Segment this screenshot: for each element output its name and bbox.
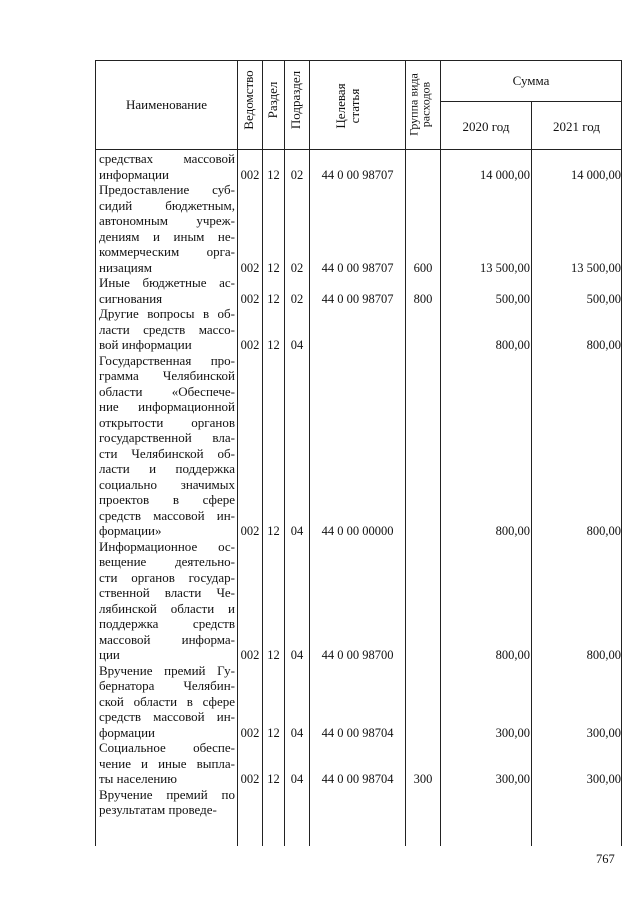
- row-name: [99, 740, 235, 787]
- row-sum-2021: 300,00: [586, 772, 621, 786]
- row-sum-2020: 800,00: [495, 524, 530, 538]
- row-section-code: 12: [267, 725, 280, 740]
- row-sum-2021: 800,00: [586, 338, 621, 352]
- row-section-code: 12: [267, 167, 280, 182]
- row-name-line: Предоставление суб-: [99, 182, 235, 197]
- sum-header-divider: [440, 101, 621, 102]
- row-name-line: Вручение премий Гу-: [99, 662, 235, 678]
- row-dept-code: 002: [240, 524, 260, 538]
- row-target-article: 44 0 00 98707: [321, 291, 394, 306]
- row-name-line: чение и иные выпла-: [99, 755, 235, 771]
- row-target-article: 44 0 00 98700: [321, 648, 394, 662]
- row-name-line: вой информации: [99, 337, 192, 352]
- row-target-article: 44 0 00 98704: [321, 725, 394, 740]
- row-sum-2020: 300,00: [495, 772, 530, 786]
- row-subsection-code: 04: [290, 648, 304, 662]
- row-subsection-code: 02: [290, 167, 304, 182]
- row-sum-2020: 500,00: [495, 291, 530, 306]
- row-name-line: формации»: [99, 523, 162, 538]
- row-name-line: Информационное ос-: [99, 538, 235, 554]
- row-name-line: лябинской области и: [99, 600, 235, 616]
- row-name-line: автономным учреж-: [99, 213, 235, 228]
- row-name-line: сти органов государ-: [99, 569, 235, 585]
- header-section: Раздел: [265, 81, 280, 119]
- header-target-line1: Целевая: [333, 83, 348, 129]
- header-group-line2: расходов: [418, 81, 433, 128]
- header-2020: 2020 год: [462, 119, 510, 134]
- row-name-line: Социальное обеспе-: [99, 740, 235, 755]
- row-sum-2020: 800,00: [495, 648, 530, 662]
- row-name-line: ской области в сфере: [99, 693, 235, 709]
- row-name-line: социально значимых: [99, 476, 235, 492]
- row-target-article: 44 0 00 98707: [321, 167, 394, 182]
- row-subsection-code: 04: [290, 772, 304, 786]
- row-name-line: коммерческим орга-: [99, 244, 235, 259]
- row-name-line: Иные бюджетные ас-: [99, 275, 235, 290]
- header-expense-group: [406, 62, 440, 148]
- row-name: [99, 353, 235, 539]
- row-name: [99, 151, 235, 182]
- row-name-line: дениям и иным не-: [99, 228, 235, 244]
- row-name: [99, 275, 235, 306]
- row-expense-group: 300: [413, 772, 433, 786]
- row-target-article: 44 0 00 00000: [321, 524, 394, 538]
- row-name-line: Другие вопросы в об-: [99, 306, 235, 321]
- row-sum-2021: 13 500,00: [571, 260, 621, 275]
- row-section-code: 12: [267, 260, 280, 275]
- row-name-line: вещение деятельно-: [99, 554, 235, 569]
- row-name-line: ласти и поддержка: [99, 461, 235, 476]
- row-name: [99, 182, 235, 275]
- column-divider-group: [405, 60, 406, 846]
- header-dept: Ведомство: [241, 70, 256, 130]
- header-sum: Сумма: [512, 73, 550, 88]
- header-2021: 2021 год: [553, 119, 600, 134]
- row-sum-2021: 800,00: [586, 524, 621, 538]
- row-expense-group: 600: [413, 260, 433, 275]
- row-name-line: сигнования: [99, 290, 163, 306]
- row-name-line: ласти средств массо-: [99, 321, 235, 337]
- row-dept-code: 002: [240, 260, 260, 275]
- row-target-article: 44 0 00 98704: [321, 772, 394, 786]
- row-sum-2021: 500,00: [586, 291, 621, 306]
- header-name: Наименование: [126, 97, 207, 112]
- row-subsection-code: 04: [290, 524, 304, 538]
- row-sum-2020: 300,00: [495, 725, 530, 740]
- header-group-line1: Группа вида: [406, 73, 421, 136]
- row-name-line: области «Обеспече-: [99, 383, 235, 399]
- row-name-line: сидий бюджетным,: [99, 197, 235, 213]
- row-name-line: Вручение премий по: [99, 786, 235, 802]
- table-border-right: [621, 60, 622, 846]
- row-section-code: 12: [267, 772, 280, 786]
- row-dept-code: 002: [240, 725, 260, 740]
- row-name-line: ты населению: [99, 771, 177, 786]
- row-name-line: низациям: [99, 259, 152, 275]
- header-bottom-border: [95, 149, 621, 150]
- row-name-line: средств массовой ин-: [99, 709, 235, 724]
- row-target-article: 44 0 00 98707: [321, 260, 394, 275]
- row-subsection-code: 02: [290, 291, 304, 306]
- row-name-line: бернатора Челябин-: [99, 678, 235, 693]
- row-name-line: ственной власти Че-: [99, 585, 235, 600]
- row-name-line: грамма Челябинской: [99, 368, 235, 383]
- row-name: [99, 539, 235, 663]
- row-sum-2020: 14 000,00: [480, 167, 530, 182]
- row-name-line: результатам проведе-: [99, 802, 217, 817]
- row-name-line: поддержка средств: [99, 616, 235, 631]
- row-name-line: государственной вла-: [99, 430, 235, 445]
- row-dept-code: 002: [240, 167, 260, 182]
- row-name-line: информации: [99, 166, 169, 182]
- row-name: [99, 787, 235, 818]
- row-sum-2021: 300,00: [586, 725, 621, 740]
- row-section-code: 12: [267, 291, 280, 306]
- header-target-line2: статья: [347, 88, 362, 124]
- row-section-code: 12: [267, 648, 280, 662]
- row-dept-code: 002: [240, 291, 260, 306]
- row-name-line: ние информационной: [99, 399, 235, 414]
- table-border-left: [95, 60, 96, 846]
- page-number: 767: [596, 852, 615, 866]
- row-expense-group: 800: [413, 291, 433, 306]
- header-subsection: Подраздел: [288, 70, 303, 130]
- row-name-line: ции: [99, 647, 120, 662]
- row-section-code: 12: [267, 338, 280, 352]
- row-subsection-code: 04: [290, 725, 304, 740]
- row-section-code: 12: [267, 524, 280, 538]
- row-name-line: массовой информа-: [99, 631, 235, 647]
- row-name-line: Государственная про-: [99, 352, 235, 368]
- row-subsection-code: 02: [290, 260, 304, 275]
- row-sum-2020: 13 500,00: [480, 260, 530, 275]
- row-name-line: средств массовой ин-: [99, 507, 235, 523]
- row-name-line: открытости органов: [99, 414, 235, 430]
- row-sum-2021: 14 000,00: [571, 167, 621, 182]
- row-name: [99, 306, 235, 353]
- table-border-top: [95, 60, 621, 61]
- row-name-line: сти Челябинской об-: [99, 445, 235, 461]
- row-sum-2021: 800,00: [586, 648, 621, 662]
- row-name-line: средствах массовой: [99, 151, 235, 166]
- row-dept-code: 002: [240, 338, 260, 352]
- row-name: [99, 663, 235, 741]
- row-sum-2020: 800,00: [495, 338, 530, 352]
- row-subsection-code: 04: [290, 338, 304, 352]
- row-dept-code: 002: [240, 648, 260, 662]
- row-name-line: проектов в сфере: [99, 492, 235, 507]
- row-name-line: формации: [99, 724, 156, 740]
- row-dept-code: 002: [240, 772, 260, 786]
- header-target: [315, 77, 395, 137]
